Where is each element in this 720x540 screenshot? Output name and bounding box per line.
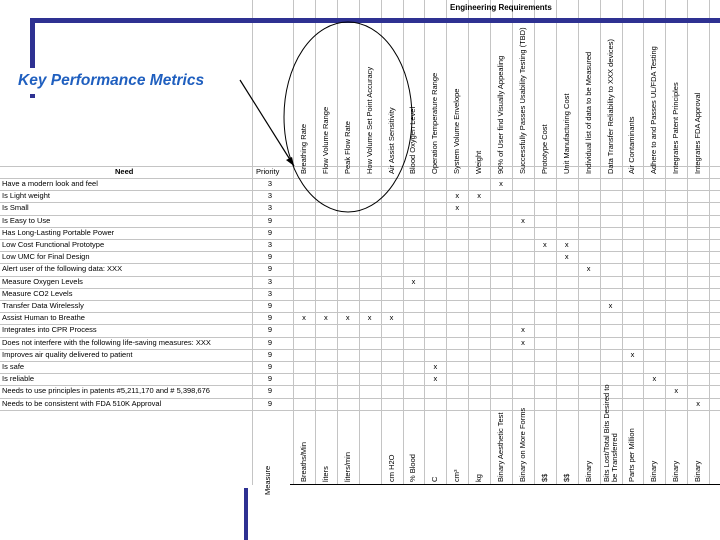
- requirement-header: System Volume Envelope: [452, 88, 462, 174]
- unit-label: liters/min: [342, 451, 352, 482]
- unit-label: C: [430, 476, 440, 482]
- need-priority: 3: [267, 276, 273, 286]
- unit-label: % Blood: [408, 454, 418, 482]
- relation-mark: x: [302, 313, 306, 323]
- need-priority: 3: [267, 203, 273, 213]
- pointer-arrow-head: [286, 157, 294, 166]
- relation-mark: x: [564, 252, 569, 262]
- requirement-header: How Volume Set Point Accuracy: [364, 66, 374, 174]
- unit-label: $$: [539, 473, 549, 482]
- relation-mark: x: [608, 301, 613, 310]
- need-label: Alert user of the following data: XXX: [2, 264, 123, 274]
- need-priority: 9: [267, 374, 273, 384]
- requirement-header: Individual list of data to be Measured: [583, 51, 593, 174]
- need-priority: 9: [267, 398, 273, 408]
- unit-label: liters: [320, 466, 330, 482]
- requirement-header: Peak Flow Rate: [342, 121, 352, 174]
- need-label: Needs to be consistent with FDA 510K Approval: [2, 398, 162, 408]
- requirement-header: Prototype Cost: [539, 124, 549, 174]
- need-priority: 3: [267, 179, 273, 188]
- unit-label: Bits Lost/Total Bits Desired to be Transferred: [601, 384, 619, 482]
- need-priority: 9: [267, 215, 273, 225]
- requirement-header: Data Transfer Reliability to XXX devices): [605, 38, 615, 174]
- relation-mark: x: [345, 313, 350, 323]
- unit-label: Binary on More Forms: [517, 407, 527, 482]
- priority-header: Priority: [256, 167, 280, 176]
- unit-label: Breaths/Min: [298, 441, 308, 482]
- relation-mark: x: [674, 386, 679, 396]
- requirement-header: Unit Manufacturing Cost: [561, 93, 571, 174]
- requirement-header: Integrates Patent Principles: [671, 82, 681, 174]
- requirement-header: Integrates FDA Approval: [693, 92, 703, 174]
- need-label: Assist Human to Breathe: [2, 313, 85, 323]
- requirement-header: Adhere to and Passes UL/FDA Testing: [649, 46, 659, 174]
- need-label: Does not interfere with the following life-saving measures: XXX: [2, 337, 211, 347]
- relation-mark: x: [499, 179, 503, 188]
- need-label: Measure Oxygen Levels: [2, 276, 83, 286]
- relation-mark: x: [323, 313, 328, 323]
- requirement-header: Blood Oxygen Level: [408, 106, 418, 174]
- need-label: Low Cost Functional Prototype: [2, 240, 105, 249]
- unit-label: Binary: [671, 460, 681, 482]
- need-priority: 9: [267, 337, 273, 347]
- relation-mark: x: [652, 374, 657, 384]
- requirement-header: Breathing Rate: [298, 123, 308, 174]
- relation-mark: x: [455, 191, 460, 201]
- need-label: Is reliable: [2, 374, 35, 384]
- need-label: Is Light weight: [2, 191, 50, 201]
- requirement-header: Air Contaminants: [627, 116, 637, 174]
- slide-title: Key Performance Metrics: [18, 72, 205, 89]
- unit-label: Binary: [583, 460, 593, 482]
- need-priority: 3: [267, 288, 273, 298]
- need-label: Transfer Data Wirelessly: [2, 301, 84, 310]
- need-priority: 9: [267, 252, 273, 262]
- unit-label: $$: [561, 473, 571, 482]
- relation-mark: x: [433, 362, 438, 371]
- relation-mark: x: [389, 313, 394, 323]
- relation-mark: x: [411, 276, 416, 286]
- requirement-header: Successfully Passes Usability Testing (TBD): [517, 27, 527, 174]
- need-label: Is safe: [2, 362, 25, 371]
- unit-label: kg: [474, 474, 484, 482]
- need-priority: 9: [267, 264, 273, 274]
- unit-label: cm³: [452, 469, 462, 482]
- relation-mark: x: [521, 325, 525, 335]
- unit-label: Binary Aesthetic Test: [496, 412, 506, 482]
- relation-mark: x: [696, 398, 701, 408]
- need-priority: 9: [267, 349, 273, 359]
- unit-label: Binary: [649, 460, 659, 482]
- relation-mark: x: [477, 191, 482, 201]
- need-label: Integrates into CPR Process: [2, 325, 97, 335]
- requirement-header: 90% of User find Visually Appealing: [496, 55, 506, 174]
- unit-label: cm H2O: [386, 454, 396, 482]
- need-header: Need: [115, 167, 134, 176]
- need-priority: 9: [267, 325, 273, 335]
- requirement-header: Weight: [474, 150, 484, 174]
- need-label: Low UMC for Final Design: [2, 252, 90, 262]
- need-label: Have a modern look and feel: [2, 179, 98, 188]
- need-label: Is Easy to Use: [2, 215, 51, 225]
- need-priority: 9: [267, 227, 273, 237]
- requirement-header: Air Assist Sensitivity: [386, 107, 396, 174]
- requirement-header: Operation Temperature Range: [430, 72, 440, 174]
- need-priority: 9: [267, 386, 273, 396]
- need-label: Needs to use principles in patents #5,211,170 and # 5,398,676: [2, 386, 210, 396]
- need-label: Is Small: [2, 203, 29, 213]
- unit-label: Parts per Million: [627, 428, 637, 482]
- relation-mark: x: [542, 240, 547, 249]
- sheet-heading: Engineering Requirements: [450, 3, 552, 12]
- need-label: Measure CO2 Levels: [2, 288, 73, 298]
- need-priority: 3: [267, 191, 273, 201]
- need-priority: 3: [267, 240, 273, 249]
- relation-mark: x: [433, 374, 438, 384]
- measure-label: Measure: [263, 465, 272, 495]
- need-label: Has Long-Lasting Portable Power: [2, 227, 115, 237]
- need-label: Improves air quality delivered to patient: [2, 349, 133, 359]
- highlight-ellipse: [284, 22, 412, 212]
- relation-mark: x: [367, 313, 372, 323]
- need-priority: 9: [267, 301, 273, 310]
- relation-mark: x: [630, 349, 635, 359]
- relation-mark: x: [521, 337, 525, 347]
- requirement-header: Flow Volume Range: [320, 106, 330, 174]
- relation-mark: x: [586, 264, 591, 274]
- need-priority: 9: [267, 313, 273, 323]
- unit-label: Binary: [693, 460, 703, 482]
- relation-mark: x: [455, 203, 460, 213]
- need-priority: 9: [267, 362, 273, 371]
- relation-mark: x: [521, 215, 525, 225]
- relation-mark: x: [564, 240, 569, 249]
